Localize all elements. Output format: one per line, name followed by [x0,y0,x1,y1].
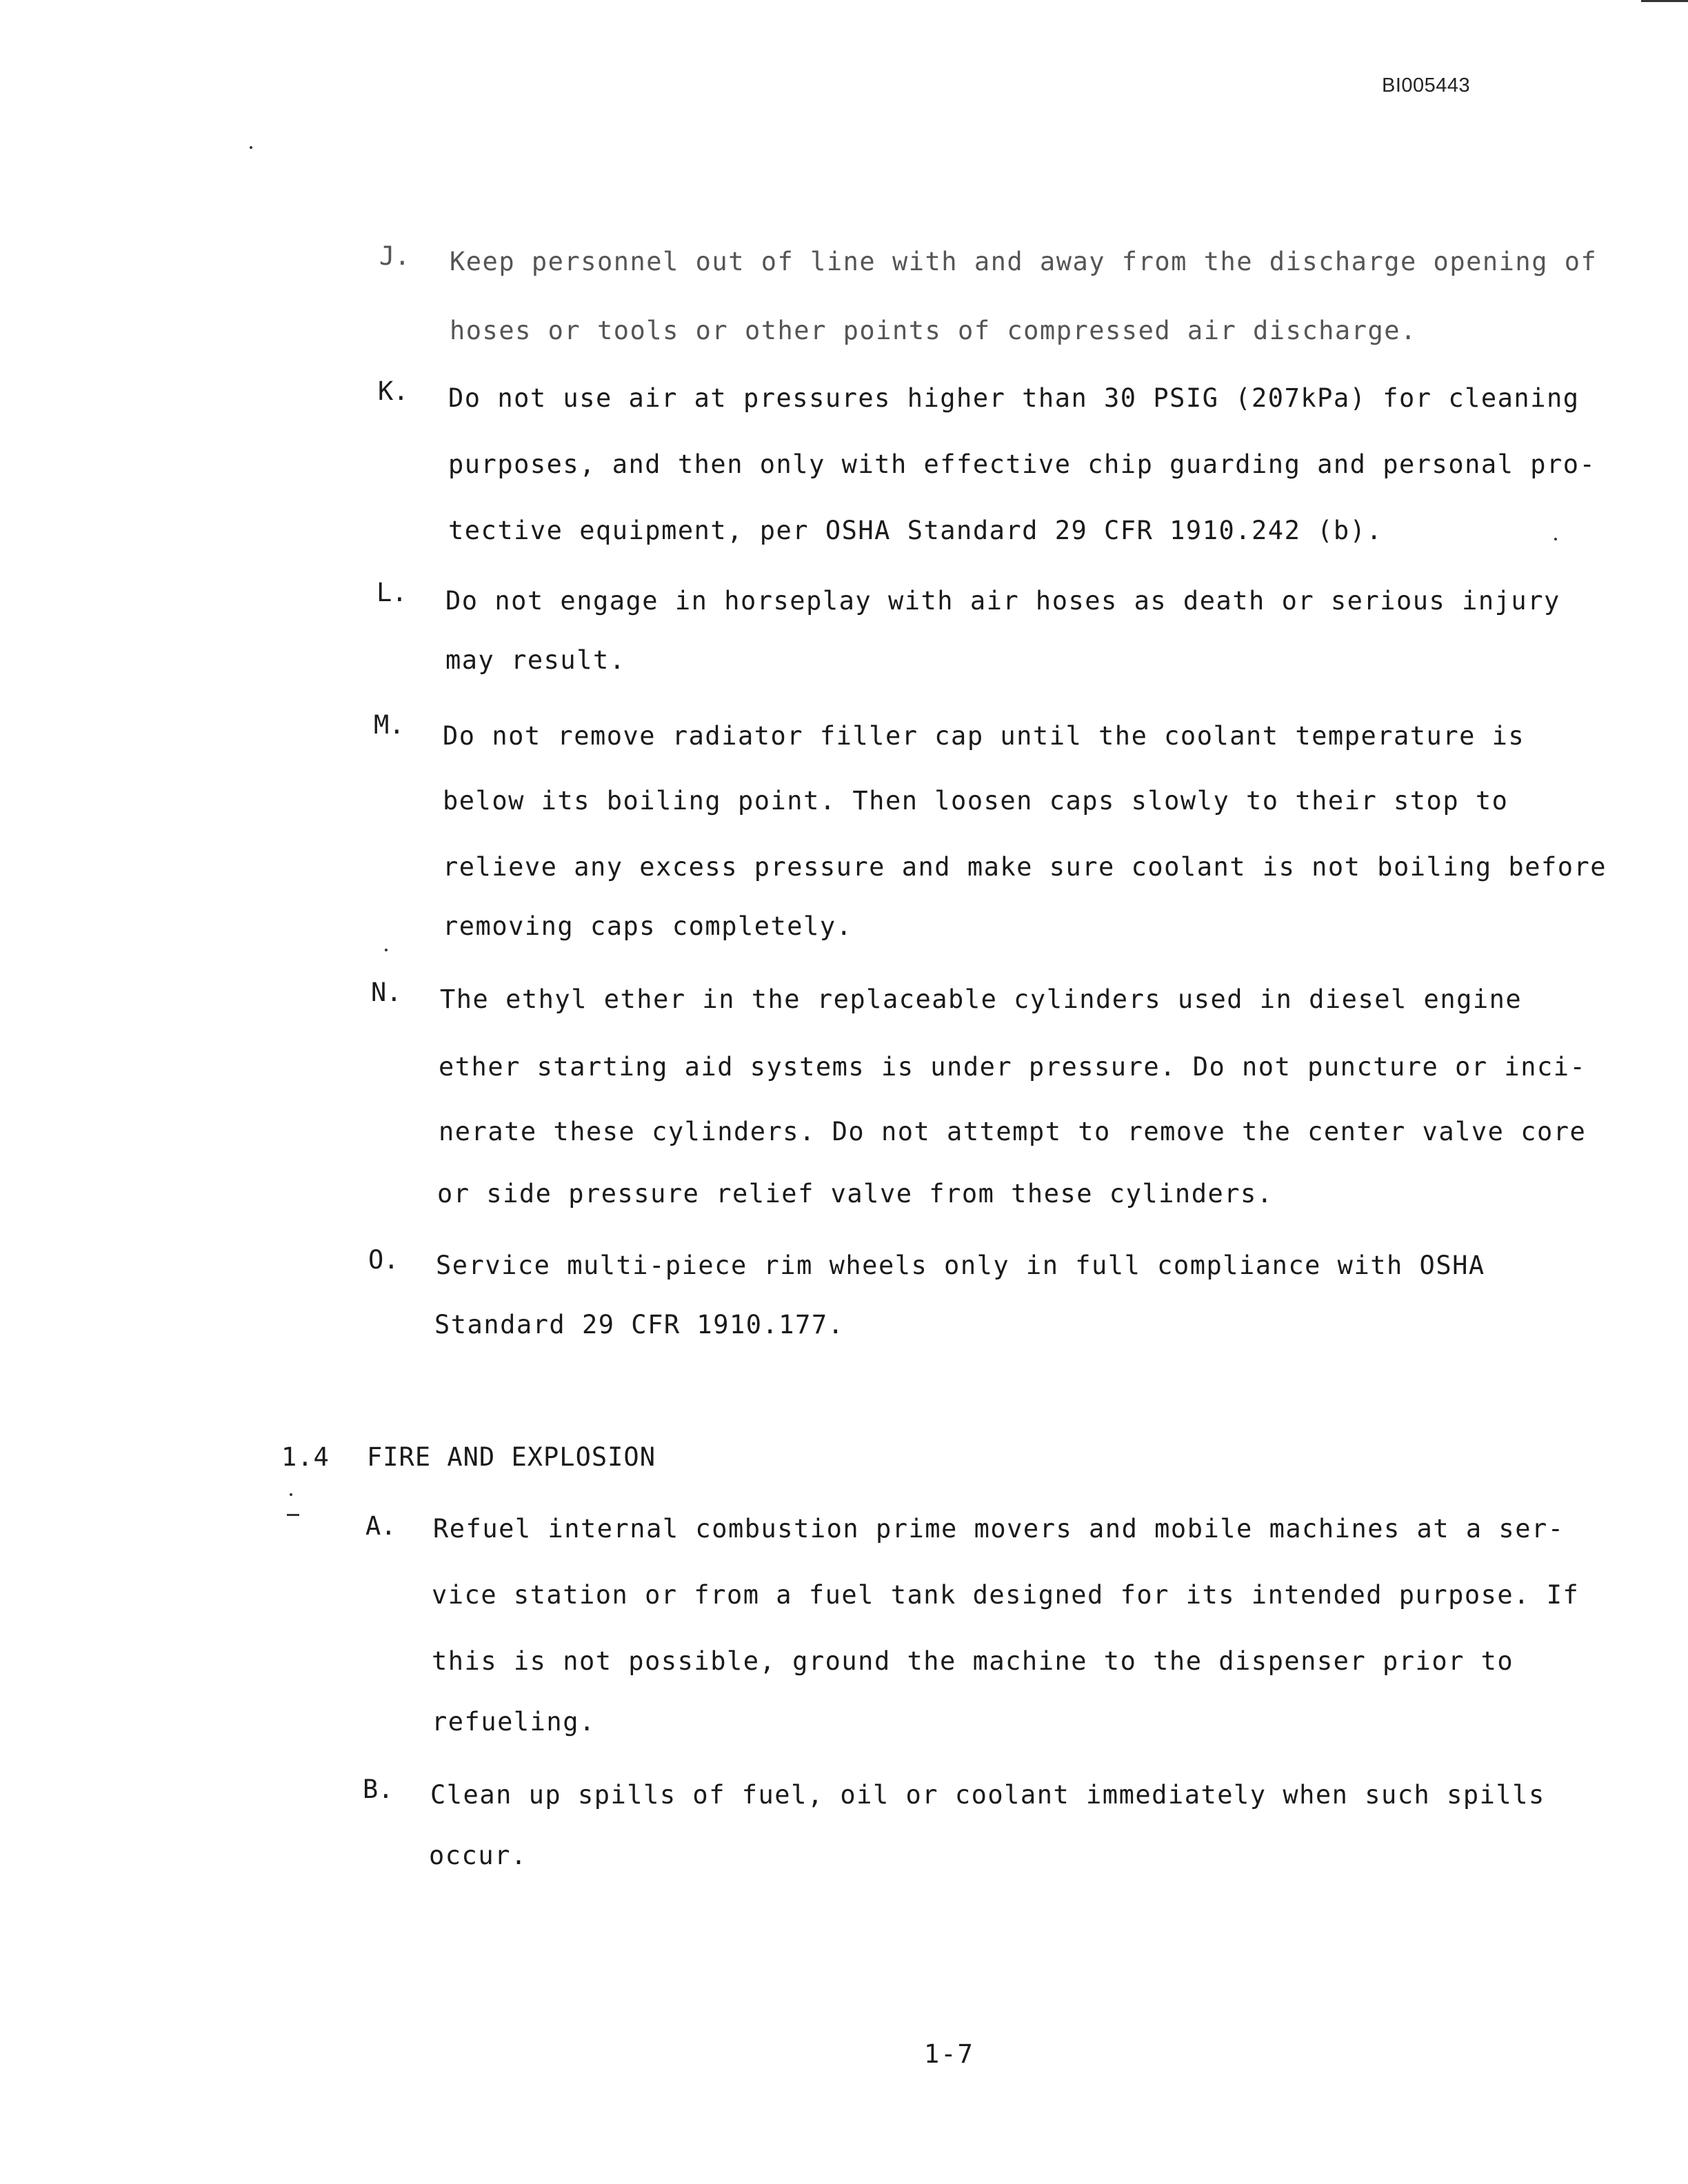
item-line: tective equipment, per OSHA Standard 29 CFR 1910.242 (b). [448,516,1383,545]
page-number: 1-7 [924,2039,974,2069]
item-line: Do not engage in horseplay with air hoses as death or serious injury [445,586,1560,616]
item-line: or side pressure relief valve from these cylinders. [437,1179,1274,1209]
section-number: 1.4 [281,1442,330,1472]
item-line: occur. [429,1841,528,1870]
item-line: Do not remove radiator filler cap until the coolant temperature is [443,721,1525,751]
scan-speck [290,1493,292,1496]
item-line: Clean up spills of fuel, oil or coolant immediately when such spills [430,1780,1545,1810]
scan-mark [287,1514,299,1516]
item-line: relieve any excess pressure and make sure coolant is not boiling before [443,852,1607,882]
item-line: Refuel internal combustion prime movers and mobile machines at a ser- [433,1514,1565,1544]
item-line: nerate these cylinders. Do not attempt to remove the center valve core [439,1117,1587,1146]
item-line: this is not possible, ground the machine to the dispenser prior to [432,1646,1514,1676]
document-id: BI005443 [1382,74,1471,97]
item-marker: B. [363,1775,394,1804]
item-line: refueling. [432,1707,596,1737]
scan-mark [1641,0,1688,2]
item-marker: M. [374,710,405,740]
item-line: Do not use air at pressures higher than 30 PSIG (207kPa) for cleaning [448,383,1580,413]
section-title: FIRE AND EXPLOSION [367,1442,656,1472]
item-line: hoses or tools or other points of compressed air discharge. [450,316,1417,345]
item-marker: L. [376,578,408,607]
item-marker: A. [365,1511,396,1541]
item-line: Standard 29 CFR 1910.177. [434,1310,845,1339]
scan-speck [1554,538,1557,540]
scan-speck [250,146,252,149]
scan-speck [385,949,388,951]
item-marker: N. [371,978,402,1007]
item-line: Service multi-piece rim wheels only in full compliance with OSHA [436,1251,1485,1280]
item-marker: J. [379,241,410,271]
item-marker: O. [368,1245,399,1275]
item-line: removing caps completely. [443,911,853,941]
item-marker: K. [378,376,409,406]
item-line: The ethyl ether in the replaceable cylinders used in diesel engine [440,984,1523,1014]
item-line: ether starting aid systems is under pressure. Do not puncture or inci- [439,1052,1587,1082]
item-line: may result. [445,645,626,675]
item-line: vice station or from a fuel tank designed for its intended purpose. If [432,1580,1580,1610]
item-line: Keep personnel out of line with and away from the discharge opening of [450,247,1598,276]
item-line: below its boiling point. Then loosen caps slowly to their stop to [443,786,1509,816]
item-line: purposes, and then only with effective chip guarding and personal pro- [448,449,1596,479]
